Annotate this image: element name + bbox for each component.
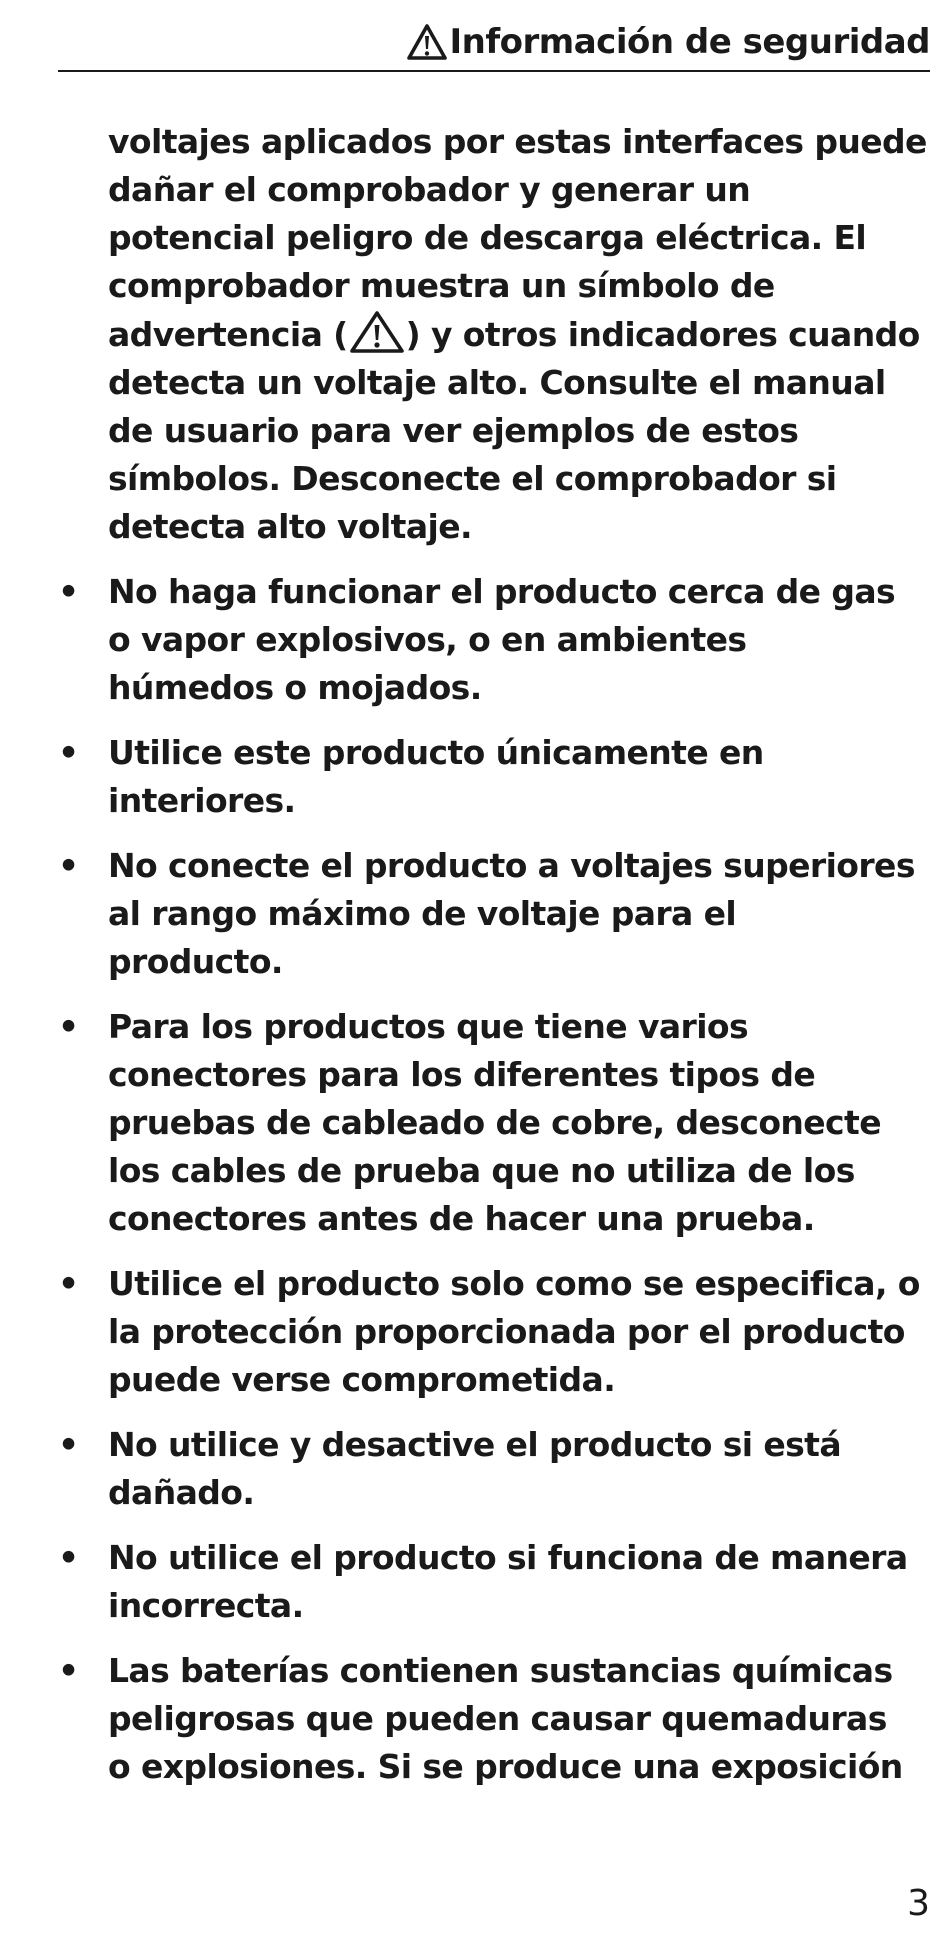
text-line: dañado. xyxy=(108,1473,255,1512)
text-line: pruebas de cableado de cobre, desconecte xyxy=(108,1103,881,1142)
text-line: comprobador muestra un símbolo de xyxy=(108,266,775,305)
text-fragment: advertencia ( xyxy=(108,315,348,354)
bullet-marker: • xyxy=(58,846,79,885)
safety-content xyxy=(58,118,930,1808)
text-line: la protección proporcionada por el producto xyxy=(108,1312,905,1351)
text-line: al rango máximo de voltaje para el xyxy=(108,894,737,933)
text-line: dañar el comprobador y generar un xyxy=(108,170,751,209)
bullet-marker: • xyxy=(58,1264,79,1303)
continued-paragraph xyxy=(58,118,930,551)
text-line: conectores para los diferentes tipos de xyxy=(108,1055,816,1094)
bullet-marker: • xyxy=(58,1651,79,1690)
page-header xyxy=(58,14,930,72)
bullet-marker: • xyxy=(58,572,79,611)
text-line: No utilice el producto si funciona de manera xyxy=(108,1538,908,1577)
text-line: producto. xyxy=(108,942,283,981)
text-line: incorrecta. xyxy=(108,1586,304,1625)
text-line: No conecte el producto a voltajes superiores xyxy=(108,846,915,885)
text-line: Utilice este producto únicamente en xyxy=(108,733,764,772)
bullet-item xyxy=(58,1421,930,1517)
text-line: Las baterías contienen sustancias químicas xyxy=(108,1651,893,1690)
section-title: Información de seguridad xyxy=(449,22,930,62)
bullet-marker: • xyxy=(58,1007,79,1046)
text-line: detecta alto voltaje. xyxy=(108,507,472,546)
text-line: No utilice y desactive el producto si está xyxy=(108,1425,842,1464)
bullet-item xyxy=(58,842,930,986)
warning-triangle-icon xyxy=(406,23,448,61)
bullet-item xyxy=(58,1003,930,1243)
text-line-with-icon xyxy=(108,310,930,359)
text-line: o explosiones. Si se produce una exposición xyxy=(108,1747,903,1786)
text-line: No haga funcionar el producto cerca de gas xyxy=(108,572,896,611)
text-line: símbolos. Desconecte el comprobador si xyxy=(108,459,837,498)
text-line: Utilice el producto solo como se especifica, o xyxy=(108,1264,920,1303)
text-fragment: ) y otros indicadores cuando xyxy=(405,315,920,354)
bullet-item xyxy=(58,1534,930,1630)
header-inner xyxy=(406,23,930,61)
text-line: conectores antes de hacer una prueba. xyxy=(108,1199,815,1238)
text-line: de usuario para ver ejemplos de estos xyxy=(108,411,799,450)
text-line: detecta un voltaje alto. Consulte el manual xyxy=(108,363,886,402)
text-line: interiores. xyxy=(108,781,296,820)
text-line: peligrosas que pueden causar quemaduras xyxy=(108,1699,887,1738)
bullet-item xyxy=(58,1647,930,1791)
text-line: o vapor explosivos, o en ambientes xyxy=(108,620,747,659)
text-line: voltajes aplicados por estas interfaces puede xyxy=(108,122,927,161)
text-line: puede verse comprometida. xyxy=(108,1360,616,1399)
bullet-marker: • xyxy=(58,1425,79,1464)
text-line: húmedos o mojados. xyxy=(108,668,482,707)
text-line: potencial peligro de descarga eléctrica. El xyxy=(108,218,867,257)
text-line: Para los productos que tiene varios xyxy=(108,1007,749,1046)
warning-triangle-icon xyxy=(349,310,405,354)
bullet-marker: • xyxy=(58,733,79,772)
bullet-marker: • xyxy=(58,1538,79,1577)
bullet-item xyxy=(58,729,930,825)
text-line: los cables de prueba que no utiliza de los xyxy=(108,1151,855,1190)
bullet-item xyxy=(58,1260,930,1404)
page-number: 3 xyxy=(907,1883,930,1924)
bullet-item xyxy=(58,568,930,712)
